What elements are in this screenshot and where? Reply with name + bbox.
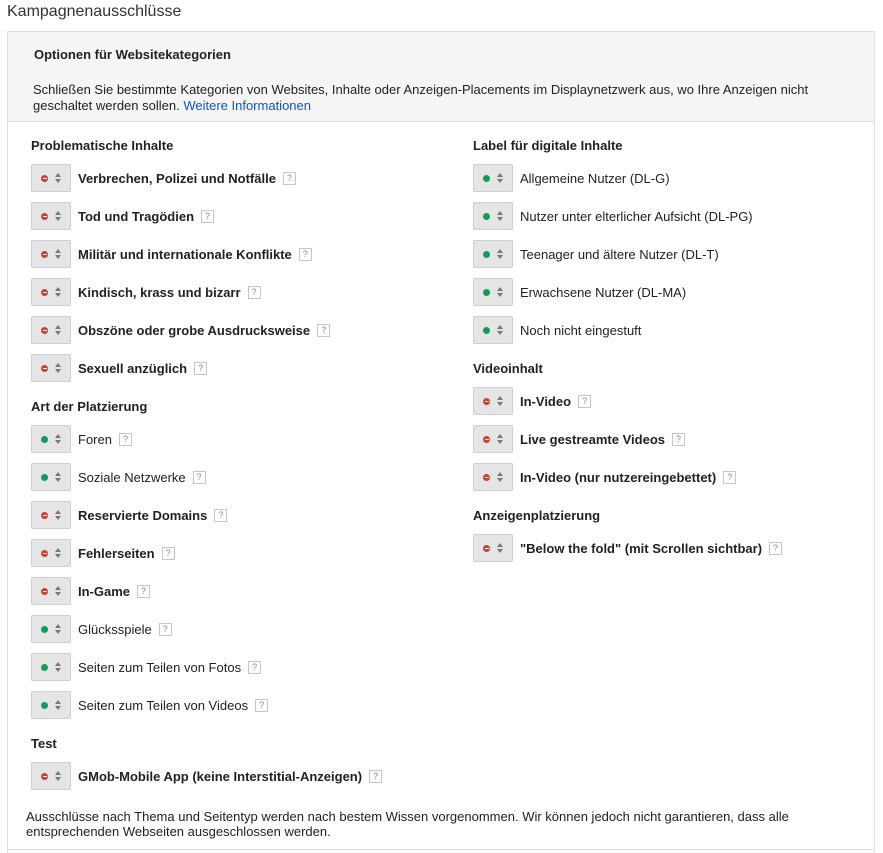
up-down-arrows-icon xyxy=(55,325,61,335)
category-label: "Below the fold" (mit Scrollen sichtbar) xyxy=(520,540,763,556)
excluded-status-icon xyxy=(41,588,48,595)
category-row-militar-und-internationale-konflikte xyxy=(31,240,451,268)
category-row-below-the-fold-mit-scrollen-sichtbar xyxy=(473,534,873,562)
category-label: Noch nicht eingestuft xyxy=(520,322,642,338)
section-spacer xyxy=(31,729,451,736)
category-label: Glücksspiele xyxy=(78,621,152,637)
excluded-status-icon xyxy=(41,550,48,557)
exclusion-toggle[interactable] xyxy=(473,387,513,415)
up-down-arrows-icon xyxy=(55,548,61,558)
included-status-icon xyxy=(483,175,490,182)
included-status-icon xyxy=(41,702,48,709)
included-status-icon xyxy=(41,664,48,671)
category-row-fehlerseiten xyxy=(31,539,451,567)
category-row-kindisch-krass-und-bizarr xyxy=(31,278,451,306)
exclusion-toggle[interactable] xyxy=(31,463,71,491)
section-title-problematische-inhalte: Problematische Inhalte xyxy=(31,138,174,153)
category-row-in-video xyxy=(473,387,873,415)
excluded-status-icon xyxy=(483,398,490,405)
website-category-options-panel xyxy=(7,31,875,853)
help-icon[interactable]: ? xyxy=(248,286,261,299)
exclusion-toggle[interactable] xyxy=(31,501,71,529)
category-row-soziale-netzwerke xyxy=(31,463,451,491)
help-icon[interactable]: ? xyxy=(162,547,175,560)
exclusion-toggle[interactable] xyxy=(473,534,513,562)
section-spacer xyxy=(473,501,873,508)
included-status-icon xyxy=(483,327,490,334)
panel-description xyxy=(33,82,823,114)
help-icon[interactable]: ? xyxy=(159,623,172,636)
section-title-videoinhalt: Videoinhalt xyxy=(473,361,543,376)
category-label: Fehlerseiten xyxy=(78,545,155,561)
included-status-icon xyxy=(41,474,48,481)
category-row-teenager-und-altere-nutzer-dl-t xyxy=(473,240,873,268)
excluded-status-icon xyxy=(41,289,48,296)
category-row-seiten-zum-teilen-von-videos xyxy=(31,691,451,719)
up-down-arrows-icon xyxy=(55,771,61,781)
up-down-arrows-icon xyxy=(497,173,503,183)
category-label: Kindisch, krass und bizarr xyxy=(78,284,241,300)
category-row-seiten-zum-teilen-von-fotos xyxy=(31,653,451,681)
help-icon[interactable]: ? xyxy=(769,542,782,555)
excluded-status-icon xyxy=(41,365,48,372)
category-label: Sexuell anzüglich xyxy=(78,360,188,376)
exclusion-toggle[interactable] xyxy=(473,240,513,268)
category-row-nutzer-unter-elterlicher-aufsicht-dl-pg xyxy=(473,202,873,230)
exclusion-toggle[interactable] xyxy=(473,463,513,491)
category-row-glucksspiele xyxy=(31,615,451,643)
category-label: Foren xyxy=(78,431,112,447)
up-down-arrows-icon xyxy=(55,624,61,634)
section-title-label-fur-digitale-inhalte: Label für digitale Inhalte xyxy=(473,138,623,153)
section-title-test: Test xyxy=(31,736,57,751)
up-down-arrows-icon xyxy=(55,700,61,710)
help-icon[interactable]: ? xyxy=(119,433,132,446)
section-title-anzeigenplatzierung: Anzeigenplatzierung xyxy=(473,508,601,523)
category-label: Allgemeine Nutzer (DL-G) xyxy=(520,170,670,186)
excluded-status-icon xyxy=(41,213,48,220)
category-label: Teenager und ältere Nutzer (DL-T) xyxy=(520,246,719,262)
help-icon[interactable]: ? xyxy=(201,210,214,223)
left-column xyxy=(31,138,451,800)
up-down-arrows-icon xyxy=(55,363,61,373)
included-status-icon xyxy=(41,626,48,633)
exclusion-toggle[interactable] xyxy=(473,425,513,453)
category-row-sexuell-anzuglich xyxy=(31,354,451,382)
help-icon[interactable]: ? xyxy=(299,248,312,261)
exclusion-toggle[interactable] xyxy=(31,425,71,453)
section-spacer xyxy=(473,354,873,361)
exclusion-toggle[interactable] xyxy=(31,615,71,643)
right-column xyxy=(473,138,873,572)
learn-more-link[interactable]: Weitere Informationen xyxy=(183,98,311,113)
category-label: Seiten zum Teilen von Videos xyxy=(78,697,249,713)
category-label: Erwachsene Nutzer (DL-MA) xyxy=(520,284,687,300)
exclusion-toggle[interactable] xyxy=(473,202,513,230)
exclusion-toggle[interactable] xyxy=(31,354,71,382)
help-icon[interactable]: ? xyxy=(214,509,227,522)
up-down-arrows-icon xyxy=(55,662,61,672)
disclaimer-text: Ausschlüsse nach Thema und Seitentyp werden nach bestem Wissen vorgenommen. Wir können jedoch nicht garantieren, dass alle entsprechenden Webseiten ausgeschlossen werden. xyxy=(26,809,789,839)
exclusion-toggle[interactable] xyxy=(31,164,71,192)
panel-description-text: Schließen Sie bestimmte Kategorien von Websites, Inhalte oder Anzeigen-Placements im Displaynetzwerk aus, wo Ihre Anzeigen nicht geschaltet werden sollen. xyxy=(33,82,809,113)
panel-header xyxy=(8,32,874,122)
excluded-status-icon xyxy=(483,436,490,443)
exclusion-toggle[interactable] xyxy=(473,316,513,344)
category-row-foren xyxy=(31,425,451,453)
exclusion-toggle[interactable] xyxy=(31,278,71,306)
up-down-arrows-icon xyxy=(497,211,503,221)
excluded-status-icon xyxy=(41,512,48,519)
exclusion-toggle[interactable] xyxy=(31,316,71,344)
up-down-arrows-icon xyxy=(55,173,61,183)
category-label: Reservierte Domains xyxy=(78,507,208,523)
help-icon[interactable]: ? xyxy=(672,433,685,446)
category-label: Militär und internationale Konflikte xyxy=(78,246,292,262)
up-down-arrows-icon xyxy=(497,249,503,259)
category-row-in-game xyxy=(31,577,451,605)
exclusion-toggle[interactable] xyxy=(31,691,71,719)
section-spacer xyxy=(31,392,451,399)
exclusion-toggle[interactable] xyxy=(31,762,71,790)
up-down-arrows-icon xyxy=(55,510,61,520)
included-status-icon xyxy=(483,289,490,296)
category-row-erwachsene-nutzer-dl-ma xyxy=(473,278,873,306)
exclusion-toggle[interactable] xyxy=(473,164,513,192)
help-icon[interactable]: ? xyxy=(193,471,206,484)
excluded-status-icon xyxy=(41,327,48,334)
section-title-art-der-platzierung: Art der Platzierung xyxy=(31,399,148,414)
exclusion-toggle[interactable] xyxy=(31,577,71,605)
exclusion-toggle[interactable] xyxy=(31,240,71,268)
category-row-verbrechen-polizei-und-notfalle xyxy=(31,164,451,192)
up-down-arrows-icon xyxy=(55,287,61,297)
up-down-arrows-icon xyxy=(497,287,503,297)
category-label: Obszöne oder grobe Ausdrucksweise xyxy=(78,322,311,338)
category-row-allgemeine-nutzer-dl-g xyxy=(473,164,873,192)
help-icon[interactable]: ? xyxy=(317,324,330,337)
category-label: Live gestreamte Videos xyxy=(520,431,665,447)
up-down-arrows-icon xyxy=(55,472,61,482)
help-icon[interactable]: ? xyxy=(369,770,382,783)
exclusion-toggle[interactable] xyxy=(31,202,71,230)
up-down-arrows-icon xyxy=(497,543,503,553)
panel-title: Optionen für Websitekategorien xyxy=(34,47,231,62)
help-icon[interactable]: ? xyxy=(723,471,736,484)
category-label: In-Video (nur nutzereingebettet) xyxy=(520,469,717,485)
category-row-in-video-nur-nutzereingebettet xyxy=(473,463,873,491)
category-row-live-gestreamte-videos xyxy=(473,425,873,453)
category-label: Seiten zum Teilen von Fotos xyxy=(78,659,242,675)
category-row-gmob-mobile-app-keine-interstitial-anzeigen xyxy=(31,762,451,790)
category-label: GMob-Mobile App (keine Interstitial-Anzeigen) xyxy=(78,768,363,784)
category-row-noch-nicht-eingestuft xyxy=(473,316,873,344)
up-down-arrows-icon xyxy=(497,472,503,482)
exclusion-toggle[interactable] xyxy=(31,539,71,567)
help-icon[interactable]: ? xyxy=(248,661,261,674)
category-row-reservierte-domains xyxy=(31,501,451,529)
excluded-status-icon xyxy=(41,773,48,780)
up-down-arrows-icon xyxy=(55,586,61,596)
help-icon[interactable]: ? xyxy=(283,172,296,185)
included-status-icon xyxy=(41,436,48,443)
included-status-icon xyxy=(483,251,490,258)
excluded-status-icon xyxy=(483,545,490,552)
up-down-arrows-icon xyxy=(55,434,61,444)
category-label: Soziale Netzwerke xyxy=(78,469,186,485)
help-icon[interactable]: ? xyxy=(255,699,268,712)
excluded-status-icon xyxy=(41,251,48,258)
panel-bottom-divider xyxy=(8,849,874,850)
help-icon[interactable]: ? xyxy=(578,395,591,408)
category-label: Verbrechen, Polizei und Notfälle xyxy=(78,170,276,186)
page-title: Kampagnenausschlüsse xyxy=(7,3,182,20)
up-down-arrows-icon xyxy=(497,396,503,406)
category-label: Tod und Tragödien xyxy=(78,208,195,224)
category-label: In-Video xyxy=(520,393,572,409)
category-label: Nutzer unter elterlicher Aufsicht (DL-PG) xyxy=(520,208,753,224)
category-label: In-Game xyxy=(78,583,131,599)
up-down-arrows-icon xyxy=(55,211,61,221)
excluded-status-icon xyxy=(41,175,48,182)
exclusion-toggle[interactable] xyxy=(31,653,71,681)
up-down-arrows-icon xyxy=(55,249,61,259)
help-icon[interactable]: ? xyxy=(137,585,150,598)
up-down-arrows-icon xyxy=(497,325,503,335)
excluded-status-icon xyxy=(483,474,490,481)
category-row-obszone-oder-grobe-ausdrucksweise xyxy=(31,316,451,344)
exclusion-toggle[interactable] xyxy=(473,278,513,306)
included-status-icon xyxy=(483,213,490,220)
up-down-arrows-icon xyxy=(497,434,503,444)
category-row-tod-und-tragodien xyxy=(31,202,451,230)
help-icon[interactable]: ? xyxy=(194,362,207,375)
